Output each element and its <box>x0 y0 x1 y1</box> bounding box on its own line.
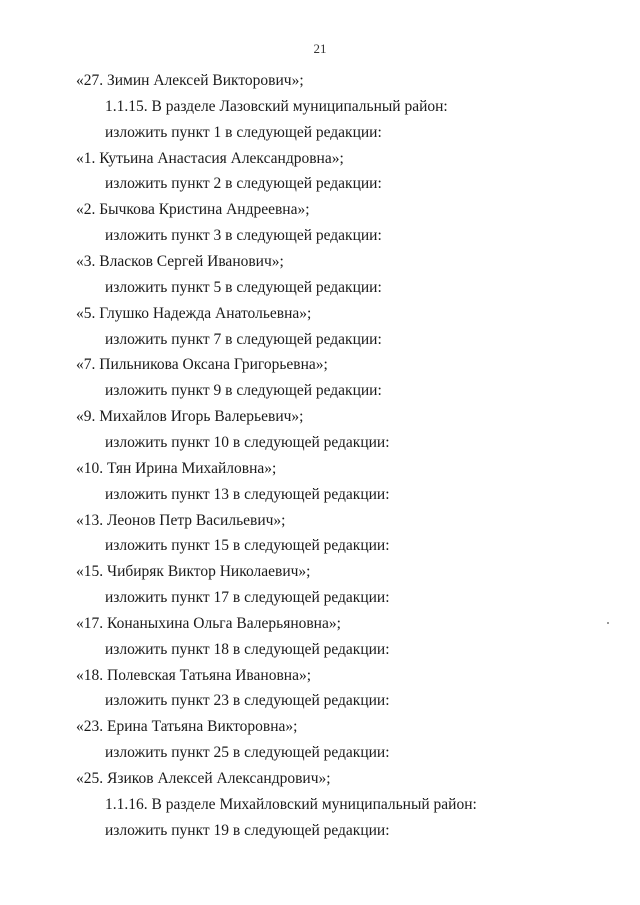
text-line: изложить пункт 18 в следующей редакции: <box>105 640 390 658</box>
text-line: «13. Леонов Петр Васильевич»; <box>76 511 286 529</box>
text-line: «9. Михайлов Игорь Валерьевич»; <box>76 408 304 426</box>
text-line: изложить пункт 3 в следующей редакции: <box>105 227 382 245</box>
text-line: «7. Пильникова Оксана Григорьевна»; <box>76 356 328 374</box>
text-line: «27. Зимин Алексей Викторович»; <box>76 72 304 89</box>
page-number: 21 <box>313 41 327 56</box>
text-line: изложить пункт 15 в следующей редакции: <box>105 537 390 555</box>
scan-speck <box>607 622 609 624</box>
text-line: «3. Власков Сергей Иванович»; <box>76 253 284 270</box>
text-line: изложить пункт 17 в следующей редакции: <box>105 589 390 606</box>
text-line: «18. Полевская Татьяна Ивановна»; <box>76 666 312 684</box>
text-line: «2. Бычкова Кристина Андреевна»; <box>76 201 310 219</box>
text-line: изложить пункт 7 в следующей редакции: <box>105 330 382 348</box>
text-line: изложить пункт 2 в следующей редакции: <box>105 175 382 193</box>
text-line: «1. Кутьина Анастасия Александровна»; <box>76 149 344 167</box>
text-line: изложить пункт 25 в следующей редакции: <box>105 744 390 762</box>
text-line: изложить пункт 5 в следующей редакции: <box>105 278 382 296</box>
text-line: «5. Глушко Надежда Анатольевна»; <box>76 304 312 322</box>
text-line: изложить пункт 10 в следующей редакции: <box>105 433 390 451</box>
text-line: «10. Тян Ирина Михайловна»; <box>76 459 277 477</box>
text-line: «15. Чибиряк Виктор Николаевич»; <box>76 563 311 581</box>
text-line: 1.1.15. В разделе Лазовский муниципальный район: <box>105 97 448 115</box>
text-line: 1.1.16. В разделе Михайловский муниципальный район: <box>105 795 477 813</box>
text-line: «25. Язиков Алексей Александрович»; <box>76 770 331 787</box>
text-line: изложить пункт 9 в следующей редакции: <box>105 382 382 400</box>
text-line: изложить пункт 13 в следующей редакции: <box>105 485 390 503</box>
text-line: изложить пункт 19 в следующей редакции: <box>105 821 390 839</box>
text-line: изложить пункт 23 в следующей редакции: <box>105 692 390 710</box>
text-line: «23. Ерина Татьяна Викторовна»; <box>76 718 298 736</box>
text-line: «17. Конаныхина Ольга Валерьяновна»; <box>76 614 341 632</box>
text-line: изложить пункт 1 в следующей редакции: <box>105 123 382 141</box>
